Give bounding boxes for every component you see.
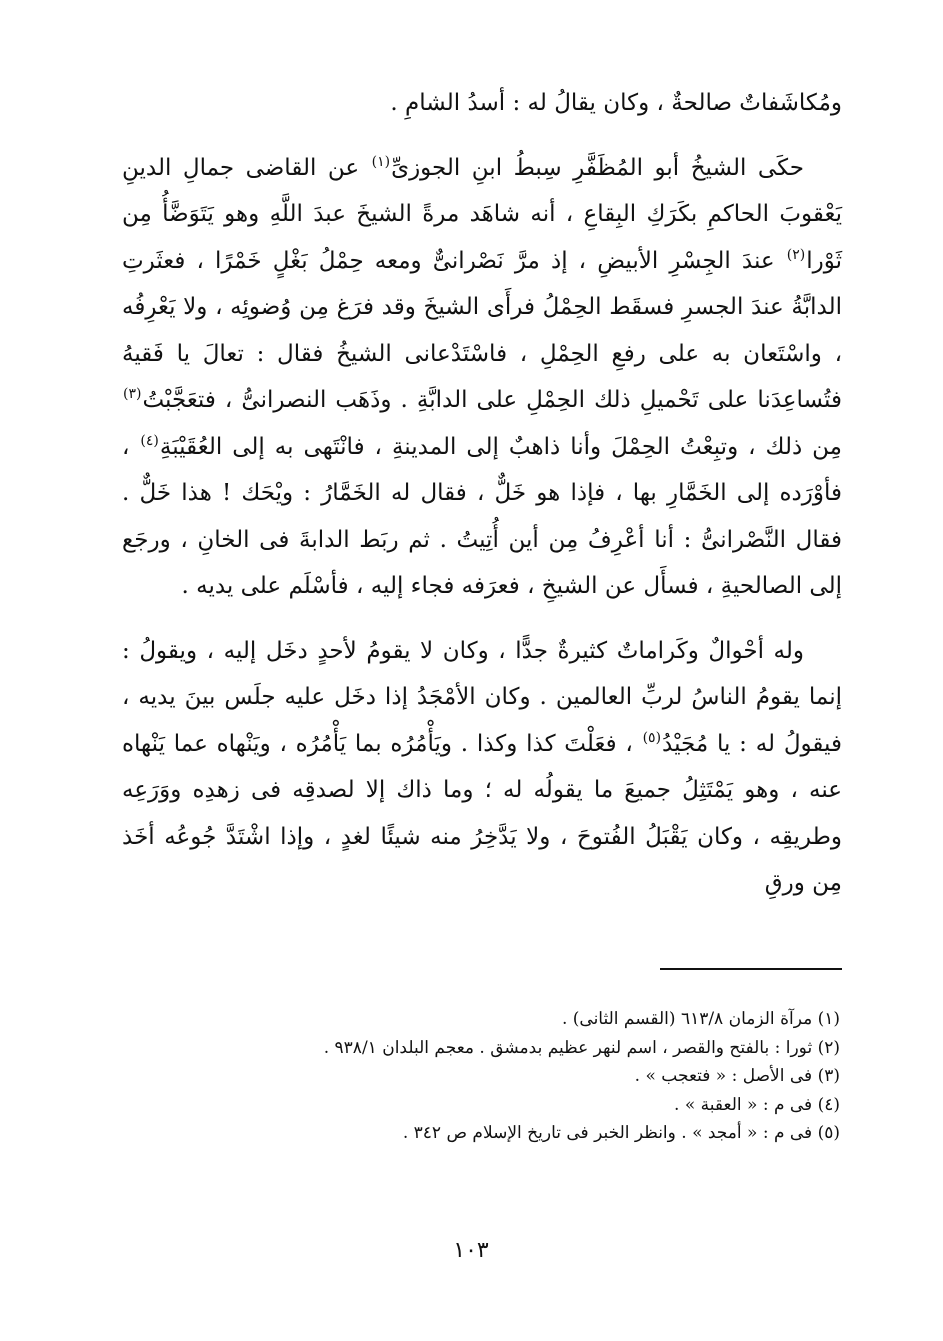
main-text [122,80,842,907]
footnote-separator [660,968,842,970]
paragraph-2-part-1: حكَى الشيخُ أبو المُظَفَّرِ سِبطُ ابنِ الجوزىِّ [391,154,804,181]
footnote-marker-2: (٢) [786,246,806,263]
paragraph-3-part-1: وله أحْوالٌ وكَراماتٌ كثيرةٌ جدًّا ، وكان لا يقومُ لأحدٍ دخَل إليه ، ويقولُ : إنما يقومُ الناسُ لربِّ العالمين . وكان الأمْجَدُ إذا دخَل عليه جلَس بينَ يديه ، فيقولُ له : يا مُجَيْدُ [122,637,842,757]
paragraph-2-part-5: ، فأوْرَده إلى الخَمَّارِ بها ، فإذا هو خَلٌّ ، فقال له الخَمَّارُ : ويْحَك ! هذا خَلٌّ . فقال النَّصْرانىُّ : أنا أعْرِفُ مِن أين أُتِيتُ . ثم ربَط الدابةَ فى الخانِ ، ورجَع إلى الصالحيةِ ، فسأَل عن الشيخِ ، فعرَفه فجاء إليه ، فأسْلَم على يديه . [122,433,842,599]
paragraph-2-part-3: عندَ الجِسْرِ الأبيضِ ، إذ مرَّ نَصْرانىٌّ ومعه حِمْلُ بَغْلٍ خَمْرًا ، فعثَرتِ الدابَّةُ عندَ الجسرِ فسقَط الحِمْلُ فرأَى الشيخَ وقد فرَغ مِن وُضوئِه ، ولا يَعْرِفُه ، واسْتَعان به على رفعِ الحِمْلِ ، فاسْتَدْعانى الشيخُ فقال : تعالَ يا فَقيهُ فتُساعِدَنا على تَحْميلِ ذلك الحِمْلِ على الدابَّةِ . وذَهَب النصرانىُّ ، فتعَجَّبْتُ [122,247,842,413]
footnote-4: (٤) فى م : « العقبة » . [674,1094,840,1115]
page-number: ١٠٣ [453,1238,489,1263]
paragraph-1 [122,80,842,127]
footnote-1: (١) مرآة الزمان ٦١٣/٨ (القسم الثانى) . [561,1009,840,1029]
footnote-2: (٢) ثورا : بالفتح والقصر ، اسم لنهر عظيم بدمشق . معجم البلدان ٩٣٨/١ . [323,1037,840,1058]
footnote-3: (٣) فى الأصل : « فتعجب » . [634,1066,840,1086]
paragraph-2-part-2: عن القاضى جمالِ الدينِ يَعْقوبَ الحاكمِ بكَرَكِ البِقاعِ ، أنه شاهَد مرةً الشيخَ عبدَ اللَّهِ وهو يَتَوَضَّأُ مِن ثَوْرا [122,154,842,274]
paragraph-1-text: ومُكاشَفاتٌ صالحةٌ ، وكان يقالُ له : أسدُ الشامِ . [390,90,842,116]
paragraph-2-part-4: مِن ذلك ، وتبِعْتُ الحِمْلَ وأنا ذاهبٌ إلى المدينةِ ، فانْتَهى به إلى العُقَيْبَةِ [159,433,842,460]
paragraph-3-part-2: ، فعَلْتَ كذا وكذا . ويَأْمُرُه بما يَأْمُرُه ، ويَنْهاه عما يَنْهاه عنه ، وهو يَمْتَثِلُ جميعَ ما يقولُه له ؛ وما ذاك إلا لصدقِه فى زهدِه ووَرَعِه وطريقِه ، وكان يَقْبَلُ الفُتوحَ ، ولا يَدَّخِرُ منه شيئًا لغدٍ ، وإذا اشْتَدَّ جُوعُه أخَذ مِن ورقِ [122,730,842,896]
paragraph-3 [122,628,842,907]
paragraph-2 [122,145,842,610]
footnote-5: (٥) فى م : « أمجد » . وانظر الخبر فى تاريخ الإسلام ص ٣٤٢ . [402,1123,840,1143]
footnotes [200,1005,840,1148]
footnote-marker-5: (٥) [642,729,662,746]
footnote-marker-4: (٤) [140,432,159,449]
footnote-marker-3: (٣) [123,386,142,403]
footnote-marker-1: (١) [371,153,391,170]
